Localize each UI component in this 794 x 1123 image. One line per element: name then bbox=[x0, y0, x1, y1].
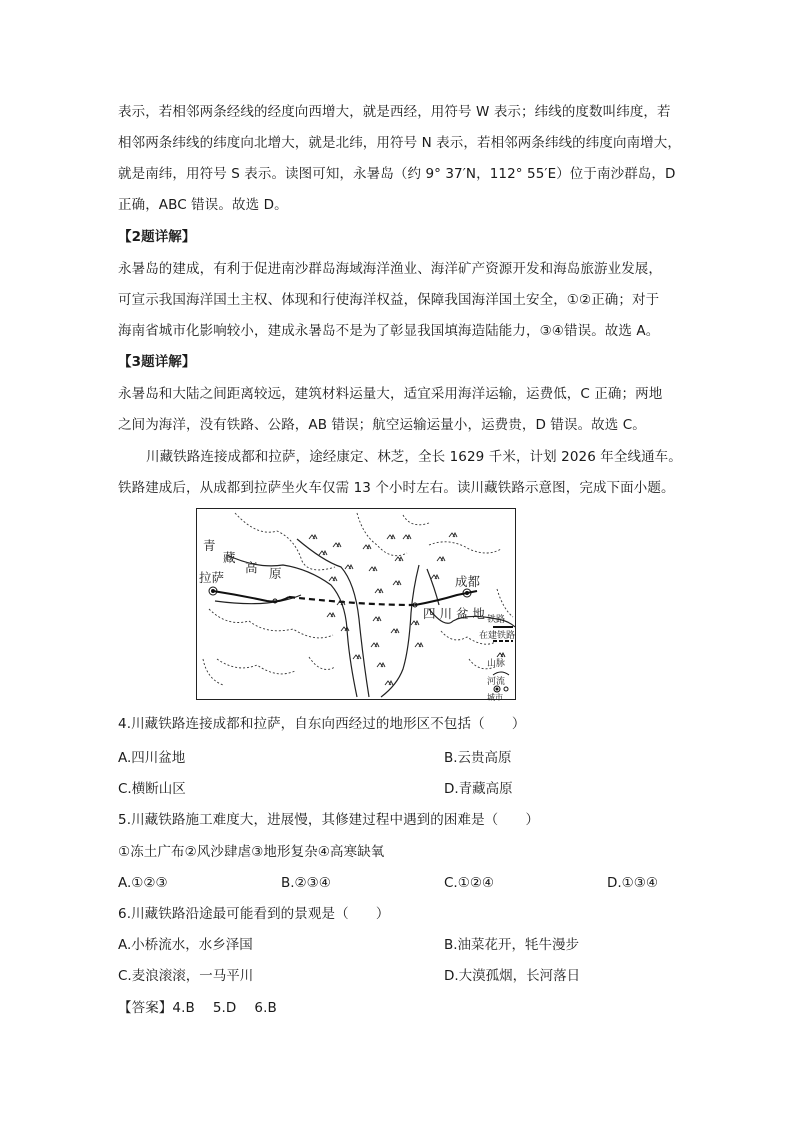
q4-option-d: D.青藏高原 bbox=[444, 781, 513, 797]
q5-items: ①冻土广布②风沙肆虐③地形复杂④高寒缺氧 bbox=[118, 844, 385, 860]
label-yuan: 原 bbox=[269, 566, 282, 581]
q3-heading: 【3题详解】 bbox=[118, 354, 196, 370]
legend-river: 河流 bbox=[487, 677, 506, 687]
legend-city: 城市 bbox=[487, 693, 503, 702]
legend-railway: 铁路 bbox=[487, 615, 506, 625]
q3-line-2: 之间为海洋，没有铁路、公路，AB 错误；航空运输运量小，运费贵，D 错误。故选 C。 bbox=[118, 417, 646, 433]
q6-option-d: D.大漠孤烟，长河落日 bbox=[444, 968, 581, 984]
q4-option-b: B.云贵高原 bbox=[444, 750, 512, 766]
q2-line-3: 海南省城市化影响较小，建成永暑岛不是为了彰显我国填海造陆能力，③④错误。故选 A。 bbox=[118, 323, 660, 339]
label-gao: 高 bbox=[245, 560, 258, 575]
q5-stem: 5.川藏铁路施工难度大，进展慢，其修建过程中遇到的困难是（ ） bbox=[118, 812, 540, 828]
q4-option-a: A.四川盆地 bbox=[118, 750, 186, 766]
label-sichuan-basin: 四 川 盆 地 bbox=[423, 606, 485, 621]
label-qing: 青 bbox=[203, 538, 216, 553]
label-zang: 藏 bbox=[223, 550, 236, 565]
legend-mountain: 山脉 bbox=[487, 659, 506, 669]
q3-line-1: 永暑岛和大陆之间距离较远，建筑材料运量大，适宜采用海洋运输，运费低，C 正确；两地 bbox=[118, 386, 663, 402]
q5-option-d: D.①③④ bbox=[607, 875, 658, 891]
passage-line-2: 相邻两条纬线的纬度向北增大，就是北纬，用符号 N 表示，若相邻两条纬线的纬度向南增大， bbox=[118, 135, 681, 151]
q5-option-a: A.①②③ bbox=[118, 875, 168, 891]
passage-line-3: 就是南纬，用符号 S 表示。读图可知，永暑岛（约 9° 37′N，112° 55′E）位于南沙群岛，D bbox=[118, 166, 676, 182]
q2-line-2: 可宣示我国海洋国土主权、体现和行使海洋权益，保障我国海洋国土安全，①②正确；对于 bbox=[118, 292, 660, 308]
q6-option-b: B.油菜花开，牦牛漫步 bbox=[444, 937, 580, 953]
legend-under-construction: 在建铁路 bbox=[479, 631, 516, 641]
q4-option-c: C.横断山区 bbox=[118, 781, 186, 797]
q6-option-a: A.小桥流水，水乡泽国 bbox=[118, 937, 253, 953]
label-lhasa: 拉萨 bbox=[199, 570, 225, 585]
sichuan-tibet-railway-map bbox=[196, 508, 516, 700]
intro-line-1: 川藏铁路连接成都和拉萨，途经康定、林芝，全长 1629 千米，计划 2026 年全线通车。 bbox=[146, 449, 682, 465]
q4-stem: 4.川藏铁路连接成都和拉萨，自东向西经过的地形区不包括（ ） bbox=[118, 716, 526, 732]
intro-line-2: 铁路建成后，从成都到拉萨坐火车仅需 13 个小时左右。读川藏铁路示意图，完成下面小题。 bbox=[118, 480, 675, 496]
label-chengdu: 成都 bbox=[455, 574, 481, 589]
passage-line-4: 正确，ABC 错误。故选 D。 bbox=[118, 197, 288, 213]
q6-option-c: C.麦浪滚滚，一马平川 bbox=[118, 968, 254, 984]
q5-option-c: C.①②④ bbox=[444, 875, 495, 891]
passage-line-1: 表示，若相邻两条经线的经度向西增大，就是西经，用符号 W 表示；纬线的度数叫纬度，若 bbox=[118, 104, 671, 120]
q2-heading: 【2题详解】 bbox=[118, 229, 196, 245]
q5-option-b: B.②③④ bbox=[281, 875, 331, 891]
q6-stem: 6.川藏铁路沿途最可能看到的景观是（ ） bbox=[118, 906, 390, 922]
q2-line-1: 永暑岛的建成，有利于促进南沙群岛海域海洋渔业、海洋矿产资源开发和海岛旅游业发展， bbox=[118, 261, 662, 277]
answer-line: 【答案】4.B 5.D 6.B bbox=[118, 1000, 277, 1016]
map-drawing bbox=[197, 509, 515, 699]
